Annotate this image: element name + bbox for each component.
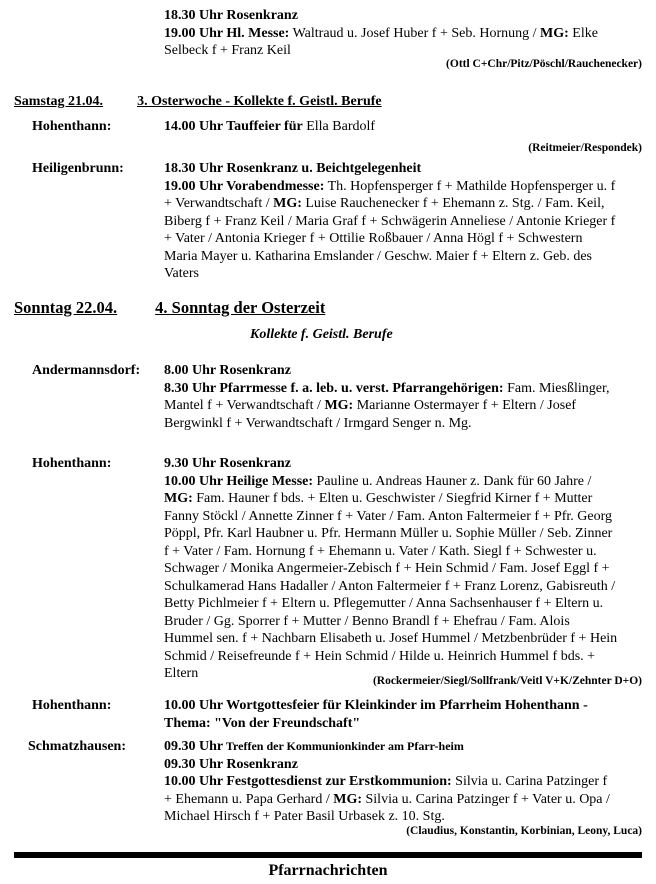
sun-schmatzhausen-entry: 09.30 Uhr Treffen der Kommunionkinder am Pfarr-heim 09.30 Uhr Rosenkranz 10.00 Uhr Festgottesdienst zur Erstkommunion: Silvia u. Carina Patzinger f + Ehemann u. Papa Gerhard / MG: Silvia u. Carina Patzinger f + Vater u. Opa / Michael Hirsch f + Pater Basil Urbasek z. 10. Stg. — [164, 739, 610, 824]
sat-heiligenbrunn-entry: 18.30 Uhr Rosenkranz u. Beichtgelegenheit 19.00 Uhr Vorabendmesse: Th. Hopfensperger f + Mathilde Hopfensperger u. f + Verwandtschaft / MG: Luise Rauchenecker f + Ehemann z. Stg. / Fam. Keil, Biberg f + Franz Keil / Maria Graf f + Schwägerin Anneliese / Antonie Krieger f + Vater / Antonia Krieger f + Ottilie Roßbauer / Anna Högl f + Schwestern Maria Mayer u. Katharina Emslander / Geschw. Maier f + Eltern z. Geb. des Vaters — [164, 161, 616, 281]
location-label: Heiligenbrunn: — [32, 161, 124, 176]
location-label: Hohenthann: — [32, 456, 112, 471]
credit: (Claudius, Konstantin, Korbinian, Leony, Luca) — [406, 825, 642, 837]
day-header-sun: Sonntag 22.04. 4. Sonntag der Osterzeit — [14, 298, 326, 317]
time: 18.30 Uhr Rosenkranz — [164, 8, 298, 23]
location-label: Hohenthann: — [32, 119, 112, 134]
sun-hohenthann-entry: 9.30 Uhr Rosenkranz 10.00 Uhr Heilige Messe: Pauline u. Andreas Hauner z. Dank für 60 Jahre / MG: Fam. Hauner f bds. + Elten u. Geschwister / Siegfrid Kirner f + Mutter Fanny Stöckl / Annette Zinner f + Vater / Fam. Anton Faltermeier f + Pfr. Georg Pöppl, Pfr. Karl Haubner u. Pfr. Hermann Müller u. Sophie Müller / Seb. Zinner f + Vater / Fam. Hornung f + Ehemann u. Vater / Kath. Siegl f + Schwester u. Schwager / Monika Angermeier-Zebisch f + Hein Schmid / Fam. Josef Eggl f + Schulkamerad Hans Hadaller / Anton Faltermeier f + Franz Lorenz, Gabisreuth / Betty Pichlmeier f + Eltern u. Pflegemutter / Anna Sachsenhauser f + Eltern u. Bruder / Gg. Sporrer f + Mutter / Benno Brandl f + Ehefrau / Fam. Alois Hummel sen. f + Nachbarn Elisabeth u. Josef Hummel / Metzbenbrüder f + Hein Schmid / Reisefreunde f + Hein Schmid / Hilde u. Heinrich Hummel f bds. + Eltern — [164, 456, 618, 681]
location-label: Andermannsdorf: — [32, 363, 141, 378]
divider — [14, 852, 642, 858]
sun-wortgottesfeier-entry: 10.00 Uhr Wortgottesfeier für Kleinkinder im Pfarrheim Hohenthann - Thema: "Von der Freundschaft" — [164, 698, 588, 731]
sat-hohenthann-entry: 14.00 Uhr Tauffeier für Ella Bardolf — [164, 119, 376, 134]
section-title: Pfarrnachrichten — [268, 862, 388, 879]
sun-andermannsdorf-entry: 8.00 Uhr Rosenkranz 8.30 Uhr Pfarrmesse f. a. leb. u. verst. Pfarrangehörigen: Fam. Miesßlinger, Mantel f + Verwandtschaft / MG: Marianne Ostermayer f + Eltern / Josef Bergwinkl f + Verwandtschaft / Irmgard Senger n. Mg. — [164, 363, 610, 431]
subtitle: Kollekte f. Geistl. Berufe — [250, 327, 393, 342]
credit: (Rockermeier/Siegl/Sollfrank/Veitl V+K/Zehnter D+O) — [372, 675, 642, 687]
location-label: Hohenthann: — [32, 698, 112, 713]
credit: (Reitmeier/Respondek) — [528, 142, 642, 154]
top-entry: 18.30 Uhr Rosenkranz 19.00 Uhr Hl. Messe: Waltraud u. Josef Huber f + Seb. Hornung / MG: Elke Selbeck f + Franz Keil — [164, 8, 598, 58]
location-label: Schmatzhausen: — [28, 739, 127, 754]
credit: (Ottl C+Chr/Pitz/Pöschl/Rauchenecker) — [446, 58, 642, 70]
day-header-sat: Samstag 21.04. 3. Osterwoche - Kollekte f. Geistl. Berufe — [14, 94, 382, 109]
